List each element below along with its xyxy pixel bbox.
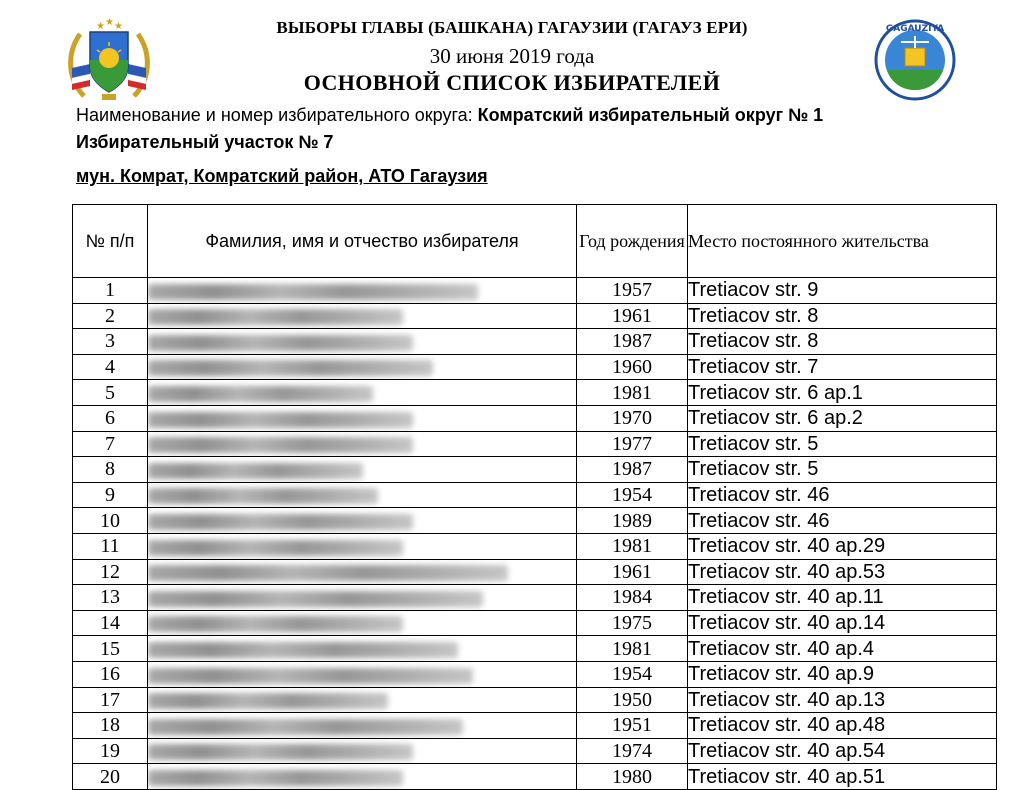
table-row <box>73 405 997 431</box>
table-row <box>73 278 997 304</box>
table-row <box>73 738 997 764</box>
row-number: 3 <box>73 329 148 355</box>
row-number: 13 <box>73 585 148 611</box>
voter-name-redacted <box>148 661 577 687</box>
redacted-name-blur <box>148 719 463 735</box>
redacted-name-blur <box>148 591 483 607</box>
table-row <box>73 533 997 559</box>
residence-address: Tretiacov str. 40 ap.29 <box>688 533 997 559</box>
redacted-name-blur <box>148 668 473 684</box>
residence-address: Tretiacov str. 6 ap.1 <box>688 380 997 406</box>
row-number: 19 <box>73 738 148 764</box>
redacted-name-blur <box>148 565 508 581</box>
redacted-name-blur <box>148 514 413 530</box>
birth-year: 1974 <box>577 738 688 764</box>
voter-name-redacted <box>148 636 577 662</box>
row-number: 10 <box>73 508 148 534</box>
redacted-name-blur <box>148 488 378 504</box>
residence-address: Tretiacov str. 40 ap.54 <box>688 738 997 764</box>
table-row <box>73 636 997 662</box>
district-label: Наименование и номер избирательного округа: <box>76 105 473 125</box>
table-row <box>73 687 997 713</box>
table-row <box>73 303 997 329</box>
redacted-name-blur <box>148 437 413 453</box>
row-number: 20 <box>73 764 148 790</box>
row-number: 8 <box>73 457 148 483</box>
row-number: 14 <box>73 610 148 636</box>
table-row <box>73 764 997 790</box>
residence-address: Tretiacov str. 46 <box>688 508 997 534</box>
redacted-name-blur <box>148 616 403 632</box>
voter-name-redacted <box>148 482 577 508</box>
residence-address: Tretiacov str. 40 ap.48 <box>688 713 997 739</box>
residence-address: Tretiacov str. 6 ap.2 <box>688 405 997 431</box>
svg-text:★: ★ <box>114 21 123 32</box>
birth-year: 1970 <box>577 405 688 431</box>
voter-name-redacted <box>148 764 577 790</box>
residence-address: Tretiacov str. 7 <box>688 354 997 380</box>
row-number: 2 <box>73 303 148 329</box>
voter-name-redacted <box>148 380 577 406</box>
table-row <box>73 354 997 380</box>
birth-year: 1977 <box>577 431 688 457</box>
election-title: ВЫБОРЫ ГЛАВЫ (БАШКАНА) ГАГАУЗИИ (ГАГАУЗ ЕРИ) <box>276 18 748 37</box>
birth-year: 1961 <box>577 559 688 585</box>
redacted-name-blur <box>148 744 413 760</box>
row-number: 18 <box>73 713 148 739</box>
redacted-name-blur <box>148 309 403 325</box>
column-header-residence: Место постоянного жительства <box>688 205 997 278</box>
birth-year: 1950 <box>577 687 688 713</box>
table-row <box>73 431 997 457</box>
redacted-name-blur <box>148 335 413 351</box>
voter-name-redacted <box>148 738 577 764</box>
birth-year: 1960 <box>577 354 688 380</box>
table-row <box>73 508 997 534</box>
voter-name-redacted <box>148 533 577 559</box>
table-row <box>73 329 997 355</box>
redacted-name-blur <box>148 693 388 709</box>
row-number: 6 <box>73 405 148 431</box>
redacted-name-blur <box>148 642 458 658</box>
birth-year: 1987 <box>577 329 688 355</box>
precinct-line: Избирательный участок № 7 <box>76 132 334 152</box>
residence-address: Tretiacov str. 40 ap.11 <box>688 585 997 611</box>
birth-year: 1954 <box>577 482 688 508</box>
voter-name-redacted <box>148 713 577 739</box>
table-row <box>73 457 997 483</box>
redacted-name-blur <box>148 540 403 556</box>
district-line <box>76 104 823 127</box>
district-value: Комратский избирательный округ № 1 <box>477 105 824 125</box>
voter-name-redacted <box>148 405 577 431</box>
residence-address: Tretiacov str. 40 ap.13 <box>688 687 997 713</box>
voter-name-redacted <box>148 508 577 534</box>
row-number: 9 <box>73 482 148 508</box>
residence-address: Tretiacov str. 5 <box>688 457 997 483</box>
svg-text:★: ★ <box>96 21 105 32</box>
birth-year: 1984 <box>577 585 688 611</box>
birth-year: 1975 <box>577 610 688 636</box>
row-number: 4 <box>73 354 148 380</box>
birth-year: 1951 <box>577 713 688 739</box>
list-title: ОСНОВНОЙ СПИСОК ИЗБИРАТЕЛЕЙ <box>303 70 721 95</box>
residence-address: Tretiacov str. 40 ap.53 <box>688 559 997 585</box>
svg-text:★: ★ <box>105 17 114 28</box>
voter-name-redacted <box>148 457 577 483</box>
birth-year: 1980 <box>577 764 688 790</box>
row-number: 12 <box>73 559 148 585</box>
birth-year: 1981 <box>577 636 688 662</box>
birth-year: 1954 <box>577 661 688 687</box>
birth-year: 1961 <box>577 303 688 329</box>
row-number: 7 <box>73 431 148 457</box>
residence-address: Tretiacov str. 46 <box>688 482 997 508</box>
table-row <box>73 713 997 739</box>
residence-address: Tretiacov str. 8 <box>688 329 997 355</box>
row-number: 5 <box>73 380 148 406</box>
voter-name-redacted <box>148 559 577 585</box>
column-header-birth-year: Год рождения <box>577 205 688 278</box>
table-row <box>73 661 997 687</box>
voter-name-redacted <box>148 687 577 713</box>
residence-address: Tretiacov str. 40 ap.4 <box>688 636 997 662</box>
birth-year: 1981 <box>577 533 688 559</box>
column-header-number: № п/п <box>73 205 148 278</box>
row-number: 1 <box>73 278 148 304</box>
row-number: 16 <box>73 661 148 687</box>
table-row <box>73 585 997 611</box>
row-number: 15 <box>73 636 148 662</box>
residence-address: Tretiacov str. 40 ap.14 <box>688 610 997 636</box>
column-header-full-name: Фамилия, имя и отчество избирателя <box>148 205 577 278</box>
redacted-name-blur <box>148 412 413 428</box>
voter-name-redacted <box>148 354 577 380</box>
voter-name-redacted <box>148 278 577 304</box>
voter-list-table <box>72 204 997 790</box>
table-row <box>73 380 997 406</box>
row-number: 11 <box>73 533 148 559</box>
redacted-name-blur <box>148 284 478 300</box>
residence-address: Tretiacov str. 8 <box>688 303 997 329</box>
table-row <box>73 482 997 508</box>
redacted-name-blur <box>148 770 403 786</box>
residence-address: Tretiacov str. 9 <box>688 278 997 304</box>
voter-name-redacted <box>148 585 577 611</box>
seal-text: GAGAUZIYA <box>885 24 945 34</box>
table-row <box>73 610 997 636</box>
redacted-name-blur <box>148 463 363 479</box>
birth-year: 1981 <box>577 380 688 406</box>
birth-year: 1987 <box>577 457 688 483</box>
locality-line: мун. Комрат, Комратский район, АТО Гагаузия <box>76 166 488 186</box>
birth-year: 1957 <box>577 278 688 304</box>
voter-name-redacted <box>148 329 577 355</box>
table-header-row <box>73 205 997 278</box>
residence-address: Tretiacov str. 5 <box>688 431 997 457</box>
voter-name-redacted <box>148 303 577 329</box>
birth-year: 1989 <box>577 508 688 534</box>
voter-name-redacted <box>148 610 577 636</box>
voter-name-redacted <box>148 431 577 457</box>
row-number: 17 <box>73 687 148 713</box>
residence-address: Tretiacov str. 40 ap.51 <box>688 764 997 790</box>
election-date: 30 июня 2019 года <box>429 44 595 68</box>
table-row <box>73 559 997 585</box>
redacted-name-blur <box>148 360 433 376</box>
residence-address: Tretiacov str. 40 ap.9 <box>688 661 997 687</box>
redacted-name-blur <box>148 386 373 402</box>
